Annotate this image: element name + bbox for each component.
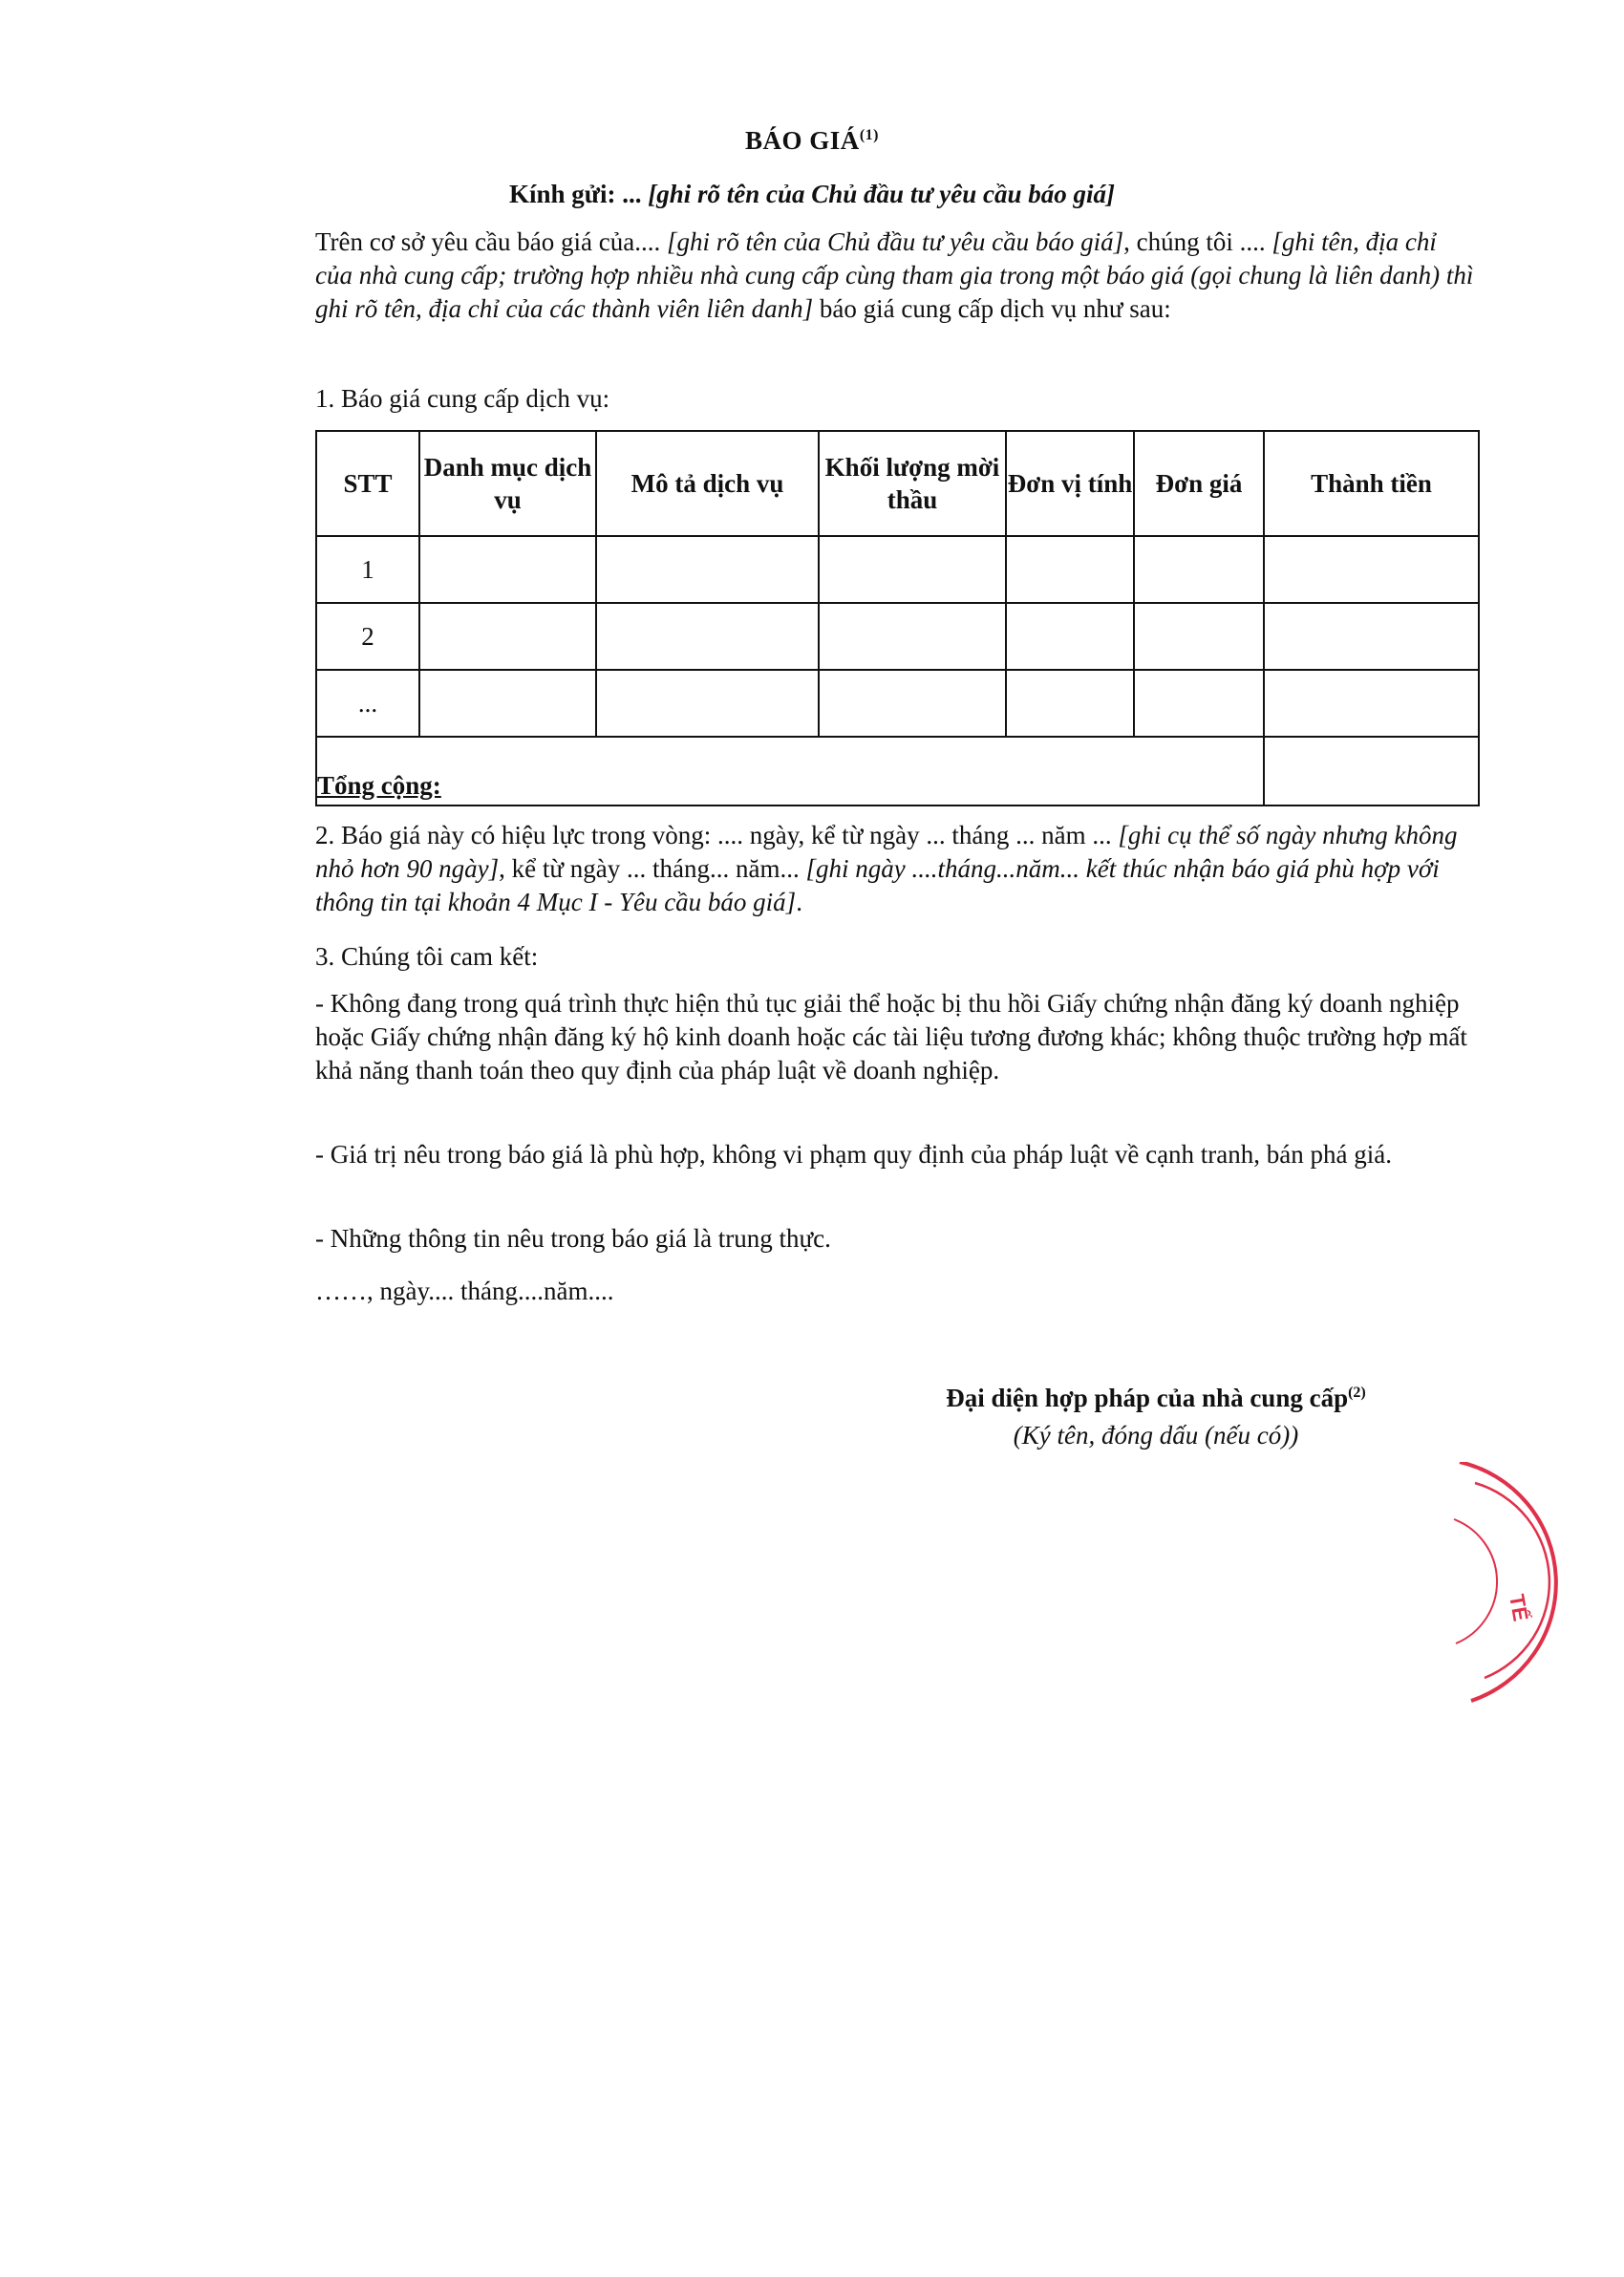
intro-placeholder-1: [ghi rõ tên của Chủ đầu tư yêu cầu báo giá] — [666, 227, 1124, 256]
intro-paragraph — [315, 226, 1476, 326]
table-total-row — [316, 737, 1479, 806]
header-unit: Đơn vị tính — [1006, 431, 1134, 536]
validity-placeholder-2: [ghi ngày ....tháng...năm... kết thúc nhận báo giá phù hợp với thông tin tại khoản 4 Mục I - Yêu cầu báo giá] — [315, 854, 1440, 916]
table-cell — [419, 536, 596, 603]
table-cell — [1134, 670, 1264, 737]
table-cell — [596, 536, 819, 603]
red-seal-stamp — [1452, 1462, 1605, 1710]
quote-table — [315, 430, 1480, 806]
table-cell — [1006, 670, 1134, 737]
table-row — [316, 536, 1479, 603]
header-quantity: Khối lượng mời thầu — [819, 431, 1006, 536]
validity-text-3: . — [796, 888, 802, 916]
row-number: 2 — [316, 603, 419, 670]
table-row — [316, 670, 1479, 737]
header-service-description: Mô tả dịch vụ — [596, 431, 819, 536]
header-service-category: Danh mục dịch vụ — [419, 431, 596, 536]
signature-note: (Ký tên, đóng dấu (nếu có)) — [1013, 1421, 1299, 1450]
total-amount-cell — [1264, 737, 1479, 806]
row-number: ... — [316, 670, 419, 737]
section-2-paragraph — [315, 819, 1476, 919]
greeting-placeholder: [ghi rõ tên của Chủ đầu tư yêu cầu báo giá] — [641, 180, 1115, 208]
table-cell — [1006, 603, 1134, 670]
table-cell — [596, 603, 819, 670]
intro-text-2: , chúng tôi .... — [1123, 227, 1272, 256]
validity-text-2: , kể từ ngày ... tháng... năm... — [499, 854, 806, 883]
greeting-line — [0, 180, 1624, 209]
header-amount: Thành tiền — [1264, 431, 1479, 536]
table-row — [316, 603, 1479, 670]
table-cell — [1264, 536, 1479, 603]
header-stt: STT — [316, 431, 419, 536]
table-cell — [1134, 603, 1264, 670]
table-cell — [1264, 603, 1479, 670]
intro-text-1: Trên cơ sở yêu cầu báo giá của.... — [315, 227, 667, 256]
title-text: BÁO GIÁ — [745, 126, 860, 155]
table-cell — [1134, 536, 1264, 603]
commitment-item: - Giá trị nêu trong báo giá là phù hợp, không vi phạm quy định của pháp luật về cạnh tranh, bán phá giá. — [315, 1140, 1392, 1169]
table-cell — [419, 603, 596, 670]
intro-text-3: báo giá cung cấp dịch vụ như sau: — [813, 294, 1171, 323]
commitment-item: - Không đang trong quá trình thực hiện thủ tục giải thể hoặc bị thu hồi Giấy chứng nhận đăng ký doanh nghiệp hoặc Giấy chứng nhận đăng ký hộ kinh doanh hoặc các tài liệu tương đương khác; không thuộc trường hợp mất khả năng thanh toán theo quy định của pháp luật về doanh nghiệp. — [315, 989, 1467, 1085]
section-1-heading: 1. Báo giá cung cấp dịch vụ: — [315, 384, 610, 413]
title-footnote: (1) — [859, 127, 879, 143]
table-cell — [596, 670, 819, 737]
table-cell — [819, 536, 1006, 603]
intro-placeholder-2: [ghi tên, địa chỉ của nhà cung cấp; trường hợp nhiều nhà cung cấp cùng tham gia trong một báo giá (gọi chung là liên danh) thì ghi rõ tên, địa chỉ của các thành viên liên danh] — [315, 227, 1474, 323]
validity-text-1: 2. Báo giá này có hiệu lực trong vòng: .... ngày, kể từ ngày ... tháng ... năm ... — [315, 821, 1119, 849]
validity-placeholder-1: [ghi cụ thể số ngày nhưng không nhỏ hơn 90 ngày] — [315, 821, 1458, 883]
total-label: Tổng cộng: — [316, 737, 1264, 806]
greeting-label: Kính gửi: ... — [509, 180, 642, 208]
stamp-text: TẾ — [1505, 1592, 1533, 1623]
signature-title-text: Đại diện hợp pháp của nhà cung cấp — [946, 1384, 1349, 1412]
table-cell — [1006, 536, 1134, 603]
header-unit-price: Đơn giá — [1134, 431, 1264, 536]
date-line: ……, ngày.... tháng....năm.... — [315, 1277, 614, 1305]
section-3-heading: 3. Chúng tôi cam kết: — [315, 942, 539, 971]
table-cell — [819, 670, 1006, 737]
table-cell — [1264, 670, 1479, 737]
signature-title — [888, 1384, 1423, 1413]
table-cell — [819, 603, 1006, 670]
table-cell — [419, 670, 596, 737]
signature-footnote: (2) — [1348, 1385, 1366, 1401]
row-number: 1 — [316, 536, 419, 603]
commitment-item: - Những thông tin nêu trong báo giá là trung thực. — [315, 1224, 831, 1253]
table-header-row — [316, 431, 1479, 536]
document-title — [0, 126, 1624, 156]
